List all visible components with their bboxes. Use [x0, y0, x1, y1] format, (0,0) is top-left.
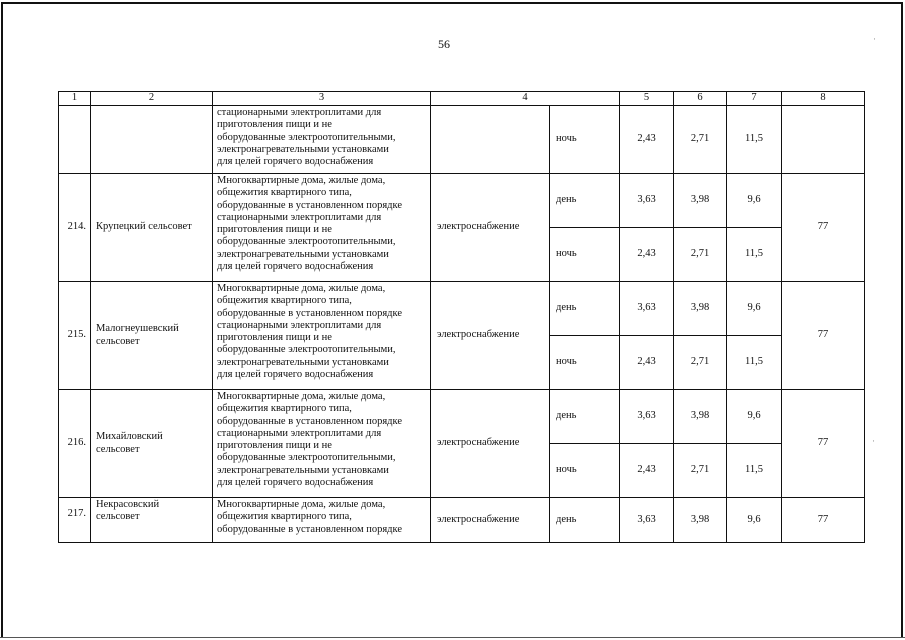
value-col7: 11,5	[727, 228, 782, 282]
value-col6: 3,98	[674, 174, 727, 228]
row-number: 217.	[59, 498, 91, 543]
period-cell-day: день	[550, 282, 620, 336]
settlement-name: Крупецкий сельсовет	[91, 174, 213, 282]
value-col6: 2,71	[674, 336, 727, 390]
value-col5: 3,63	[620, 498, 674, 543]
value-col5: 2,43	[620, 106, 674, 174]
period-cell-day: день	[550, 174, 620, 228]
num-cell	[59, 106, 91, 174]
table-row-216-day	[59, 390, 865, 444]
value-col7: 9,6	[727, 390, 782, 444]
value-col6: 2,71	[674, 228, 727, 282]
value-col7: 9,6	[727, 498, 782, 543]
header-col-3: 3	[213, 92, 431, 106]
row-number: 214.	[59, 174, 91, 282]
value-col6: 3,98	[674, 282, 727, 336]
header-col-5: 5	[620, 92, 674, 106]
period-cell: ночь	[550, 106, 620, 174]
code-cell: 77	[782, 498, 865, 543]
table-row-214-day	[59, 174, 865, 228]
settlement-name: Малогнеушевский сельсовет	[91, 282, 213, 390]
value-col5: 3,63	[620, 174, 674, 228]
period-cell-night: ночь	[550, 228, 620, 282]
value-col6: 2,71	[674, 444, 727, 498]
code-cell: 77	[782, 390, 865, 498]
page-border-right	[901, 2, 903, 638]
period-cell-night: ночь	[550, 336, 620, 390]
page-border-bottom	[0, 637, 905, 638]
value-col5: 2,43	[620, 228, 674, 282]
code-cell: 77	[782, 174, 865, 282]
page-number: 56	[438, 37, 450, 51]
table-row-215-day	[59, 282, 865, 336]
header-row	[59, 92, 865, 106]
table-row-continued	[59, 106, 865, 174]
name-cell	[91, 106, 213, 174]
code-cell: 77	[782, 282, 865, 390]
tariff-table	[58, 91, 865, 543]
value-col7: 9,6	[727, 174, 782, 228]
value-col6: 3,98	[674, 390, 727, 444]
period-cell-day: день	[550, 498, 620, 543]
service-cell: электроснабжение	[431, 390, 550, 498]
header-col-8: 8	[782, 92, 865, 106]
code-cell	[782, 106, 865, 174]
margin-mark-mid: ·	[872, 436, 875, 446]
service-cell	[431, 106, 550, 174]
value-col7: 9,6	[727, 282, 782, 336]
value-col6: 3,98	[674, 498, 727, 543]
header-col-7: 7	[727, 92, 782, 106]
value-col5: 3,63	[620, 282, 674, 336]
description-cell: Многоквартирные дома, жилые дома, общежития квартирного типа, оборудованные в установленном порядке стационарными электроплитами для приготовления пищи и не оборудованные электроотопительными, электронагревательными установками для целей горячего водоснабжения	[213, 282, 431, 390]
period-cell-night: ночь	[550, 444, 620, 498]
value-col7: 11,5	[727, 444, 782, 498]
header-col-4: 4	[431, 92, 620, 106]
header-col-1: 1	[59, 92, 91, 106]
value-col5: 2,43	[620, 444, 674, 498]
description-cell: стационарными электроплитами для приготовления пищи и не оборудованные электроотопительными, электронагревательными установками для целей горячего водоснабжения	[213, 106, 431, 174]
service-cell: электроснабжение	[431, 498, 550, 543]
row-number: 215.	[59, 282, 91, 390]
settlement-name: Михайловский сельсовет	[91, 390, 213, 498]
row-number: 216.	[59, 390, 91, 498]
value-col7: 11,5	[727, 106, 782, 174]
table-row-217-day	[59, 498, 865, 543]
description-cell: Многоквартирные дома, жилые дома, общежития квартирного типа, оборудованные в установленном порядке стационарными электроплитами для приготовления пищи и не оборудованные электроотопительными, электронагревательными установками для целей горячего водоснабжения	[213, 174, 431, 282]
header-col-2: 2	[91, 92, 213, 106]
value-col5: 2,43	[620, 336, 674, 390]
margin-mark-top: ·	[873, 34, 876, 44]
value-col7: 11,5	[727, 336, 782, 390]
value-col6: 2,71	[674, 106, 727, 174]
period-cell-day: день	[550, 390, 620, 444]
settlement-name: Некрасовский сельсовет	[91, 498, 213, 543]
header-col-6: 6	[674, 92, 727, 106]
description-cell: Многоквартирные дома, жилые дома, общежития квартирного типа, оборудованные в установленном порядке	[213, 498, 431, 543]
service-cell: электроснабжение	[431, 174, 550, 282]
description-cell: Многоквартирные дома, жилые дома, общежития квартирного типа, оборудованные в установленном порядке стационарными электроплитами для приготовления пищи и не оборудованные электроотопительными, электронагревательными установками для целей горячего водоснабжения	[213, 390, 431, 498]
value-col5: 3,63	[620, 390, 674, 444]
service-cell: электроснабжение	[431, 282, 550, 390]
page-border-left	[1, 2, 3, 638]
page-border-top	[2, 2, 902, 4]
